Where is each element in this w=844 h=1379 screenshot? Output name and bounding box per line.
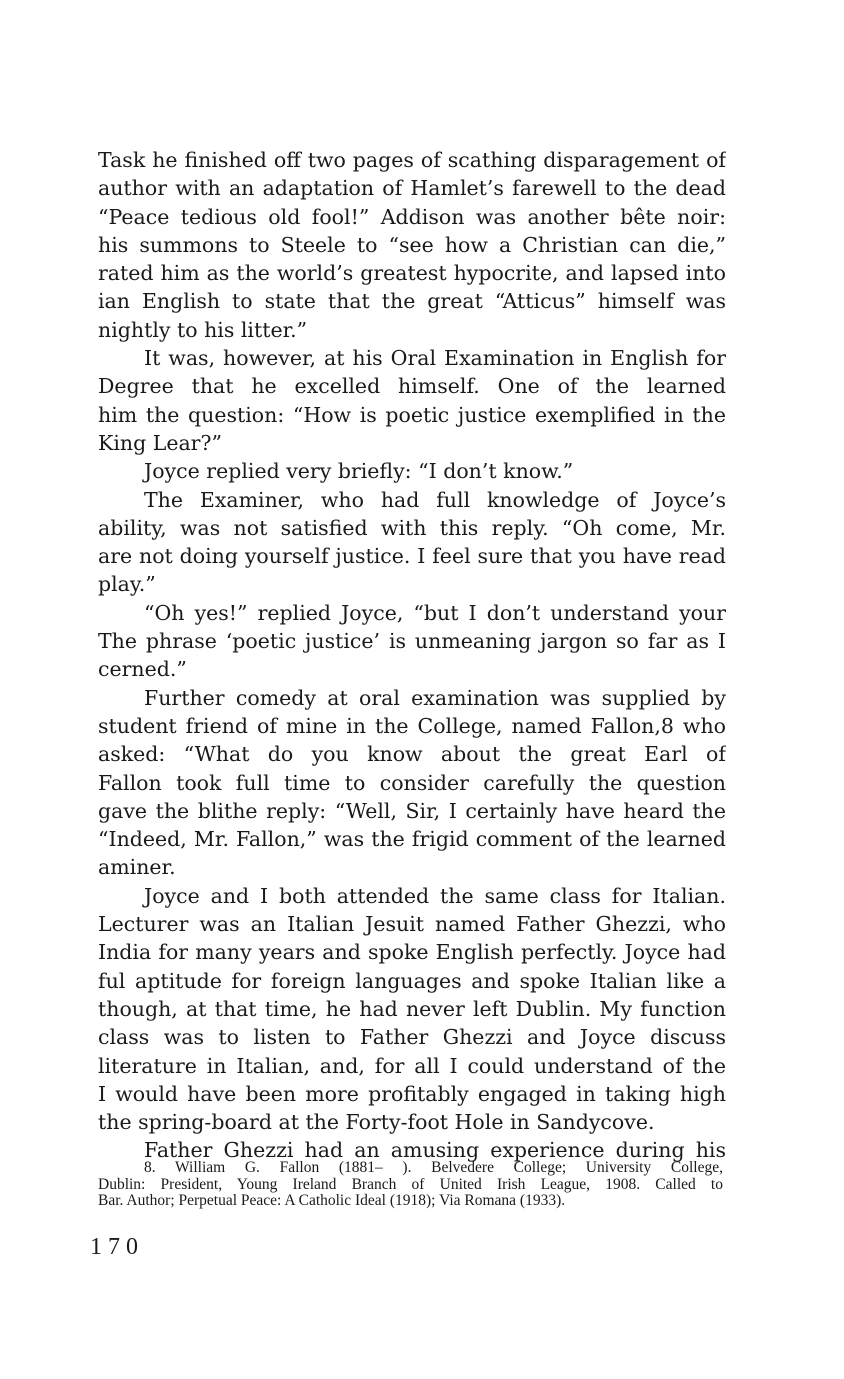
text-line: ful aptitude for foreign languages and spoke Italian like a (98, 968, 726, 993)
text-line: him the question: “How is poetic justice exemplified in the (98, 402, 726, 427)
text-line: King Lear?” (98, 430, 222, 455)
text-line: The phrase ‘poetic justice’ is unmeaning jargon so far as I (98, 629, 726, 654)
text-line: author with an adaptation of Hamlet’s farewell to the dead (98, 176, 726, 201)
footnote-line: Bar. Author; Perpetual Peace: A Catholic Ideal (1918); Via Romana (1933). (98, 1193, 566, 1209)
text-line: I would have been more profitably engaged in taking high (98, 1081, 726, 1106)
text-line: ian English to state that the great “Atticus” himself was (98, 289, 726, 314)
text-line: nightly to his litter.” (98, 317, 308, 342)
text-line: “Oh yes!” replied Joyce, “but I don’t understand your (144, 600, 726, 625)
text-line: Task he finished off two pages of scathing disparagement of (98, 148, 726, 172)
text-line: It was, however, at his Oral Examination in English for (144, 346, 726, 371)
text-line: cerned.” (98, 657, 187, 682)
text-line: Lecturer was an Italian Jesuit named Father Ghezzi, who (98, 912, 726, 937)
text-line: aminer. (98, 855, 176, 880)
text-line: class was to listen to Father Ghezzi and Joyce discuss (98, 1025, 726, 1050)
text-line: his summons to Steele to “see how a Christian can die,” (98, 232, 726, 257)
text-line: rated him as the world’s greatest hypocrite, and lapsed into (98, 261, 726, 286)
text-line: literature in Italian, and, for all I could understand of the (98, 1053, 726, 1078)
text-line: gave the blithe reply: “Well, Sir, I certainly have heard the (98, 798, 726, 823)
text-line: are not doing yourself justice. I feel sure that you have read (98, 544, 726, 569)
text-line: play.” (98, 572, 156, 597)
text-line: “Peace tedious old fool!” Addison was another bête noir: (98, 204, 726, 229)
body-text (98, 146, 726, 1165)
text-line: Further comedy at oral examination was supplied by (144, 685, 726, 710)
footnote-line: Dublin: President, Young Ireland Branch of United Irish League, 1908. Called to (98, 1176, 723, 1193)
footnote-line: 8. William G. Fallon (1881– ). Belvedere College; University College, (144, 1160, 723, 1176)
text-line: Fallon took full time to consider carefully the question (98, 770, 726, 795)
text-line: Joyce replied very briefly: “I don’t know.” (144, 459, 574, 484)
text-line: asked: “What do you know about the great Earl of (98, 742, 726, 767)
footnotes (98, 1160, 723, 1210)
text-line: “Indeed, Mr. Fallon,” was the frigid comment of the learned (98, 827, 726, 852)
text-line: though, at that time, he had never left Dublin. My function (98, 996, 726, 1021)
text-line: the spring-board at the Forty-foot Hole in Sandycove. (98, 1110, 655, 1135)
text-line: Degree that he excelled himself. One of the learned (98, 374, 726, 399)
text-line: ability, was not satisfied with this reply. “Oh come, Mr. (98, 515, 726, 540)
text-line: Joyce and I both attended the same class for Italian. (144, 883, 726, 908)
text-line: student friend of mine in the College, named Fallon,8 who (98, 713, 726, 738)
text-line: The Examiner, who had full knowledge of Joyce’s (144, 487, 726, 512)
text-line: India for many years and spoke English perfectly. Joyce had (98, 940, 726, 965)
text-line: Father Ghezzi had an amusing experience during his (144, 1138, 726, 1163)
page-number: 170 (90, 1234, 144, 1260)
